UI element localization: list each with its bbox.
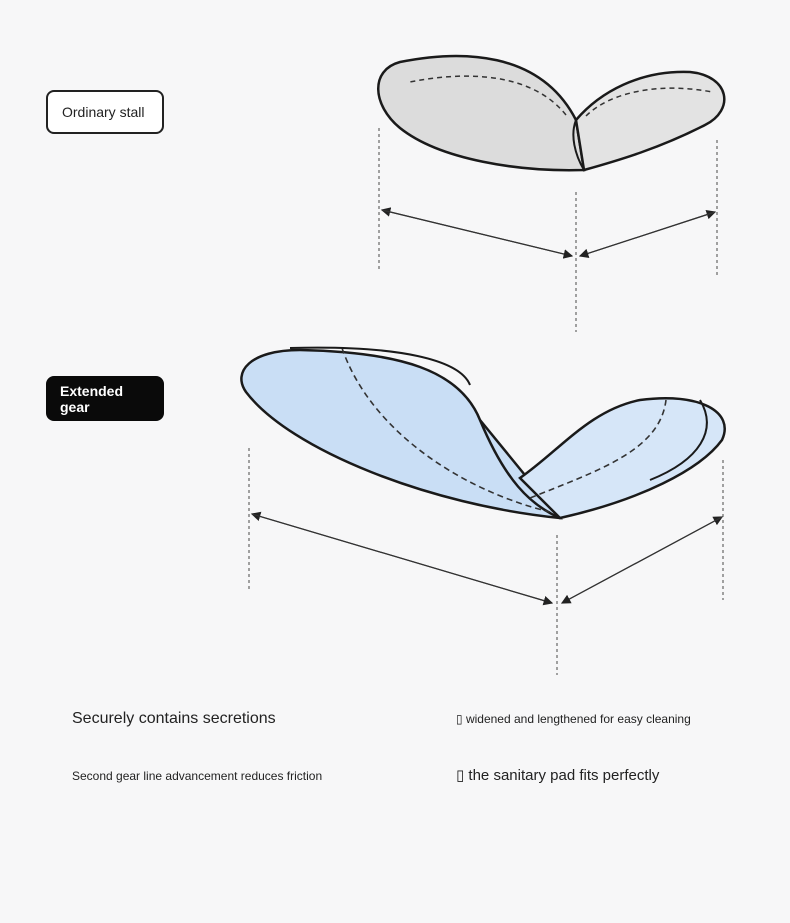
extended-pad-illustration (241, 348, 724, 518)
ordinary-pad-illustration (378, 56, 724, 170)
feature-text-friction: Second gear line advancement reduces friction (72, 769, 323, 783)
feature-text-secretions: Securely contains secretions (72, 710, 276, 727)
feature-text-fit: ▯ the sanitary pad fits perfectly (456, 767, 660, 784)
feature-text-widened: ▯ widened and lengthened for easy cleaning (456, 712, 691, 726)
extended-gear-label: Extended gear (46, 376, 164, 421)
ordinary-stall-label: Ordinary stall (46, 90, 164, 134)
